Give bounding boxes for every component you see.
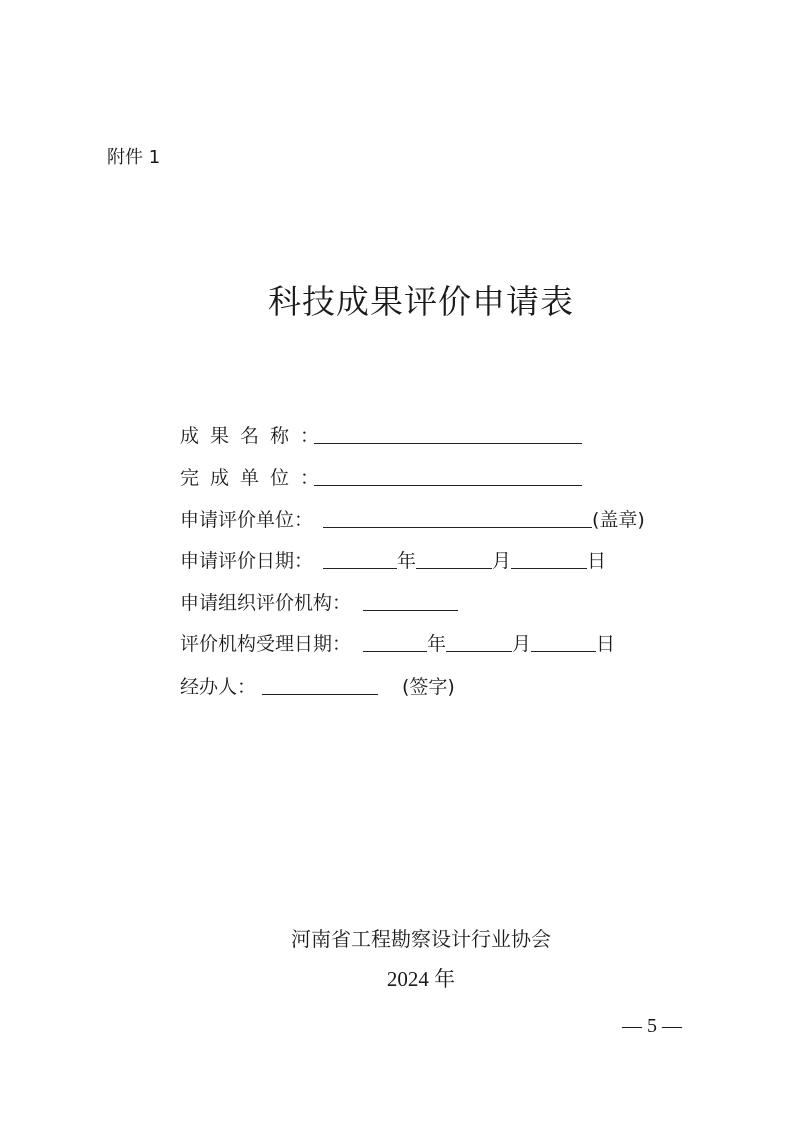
applicant-unit-row	[180, 504, 645, 532]
achievement-name-row	[180, 420, 582, 448]
page-title: 科技成果评价申请表	[268, 282, 574, 321]
handler-field[interactable]	[262, 693, 378, 695]
achievement-name-field[interactable]	[314, 442, 582, 444]
completing-unit-row	[180, 462, 582, 490]
accept-year-field[interactable]	[363, 650, 427, 652]
accept-date-label: 评价机构受理日期：	[180, 633, 352, 655]
month-label: 月	[492, 550, 512, 572]
applicant-unit-label: 申请评价单位：	[180, 509, 314, 531]
completing-unit-label: 完成单位：	[180, 467, 331, 489]
organizer-row	[180, 587, 458, 615]
organizer-field[interactable]	[363, 609, 458, 611]
attachment-label: 附件 1	[107, 147, 161, 168]
apply-date-row	[180, 545, 606, 573]
apply-date-label: 申请评价日期：	[180, 550, 314, 572]
day-label: 日	[587, 550, 607, 572]
page-number: — 5 —	[622, 1015, 682, 1037]
apply-day-field[interactable]	[511, 567, 587, 569]
accept-day-field[interactable]	[531, 650, 596, 652]
achievement-name-label: 成果名称：	[180, 425, 331, 447]
completing-unit-field[interactable]	[314, 484, 582, 486]
handler-row	[180, 671, 455, 699]
year-label: 年	[397, 550, 417, 572]
day-label: 日	[596, 633, 616, 655]
year-label: 年	[427, 633, 447, 655]
seal-note: (盖章)	[592, 509, 645, 531]
accept-month-field[interactable]	[446, 650, 512, 652]
applicant-unit-field[interactable]	[323, 526, 592, 528]
apply-year-field[interactable]	[323, 567, 397, 569]
apply-month-field[interactable]	[416, 567, 492, 569]
signature-note: (签字)	[402, 676, 455, 698]
month-label: 月	[512, 633, 532, 655]
organizer-label: 申请组织评价机构：	[180, 592, 352, 614]
handler-label: 经办人：	[180, 676, 257, 698]
accept-date-row	[180, 628, 615, 656]
issuing-organization: 河南省工程勘察设计行业协会	[291, 927, 551, 951]
issue-year: 2024 年	[386, 967, 456, 991]
